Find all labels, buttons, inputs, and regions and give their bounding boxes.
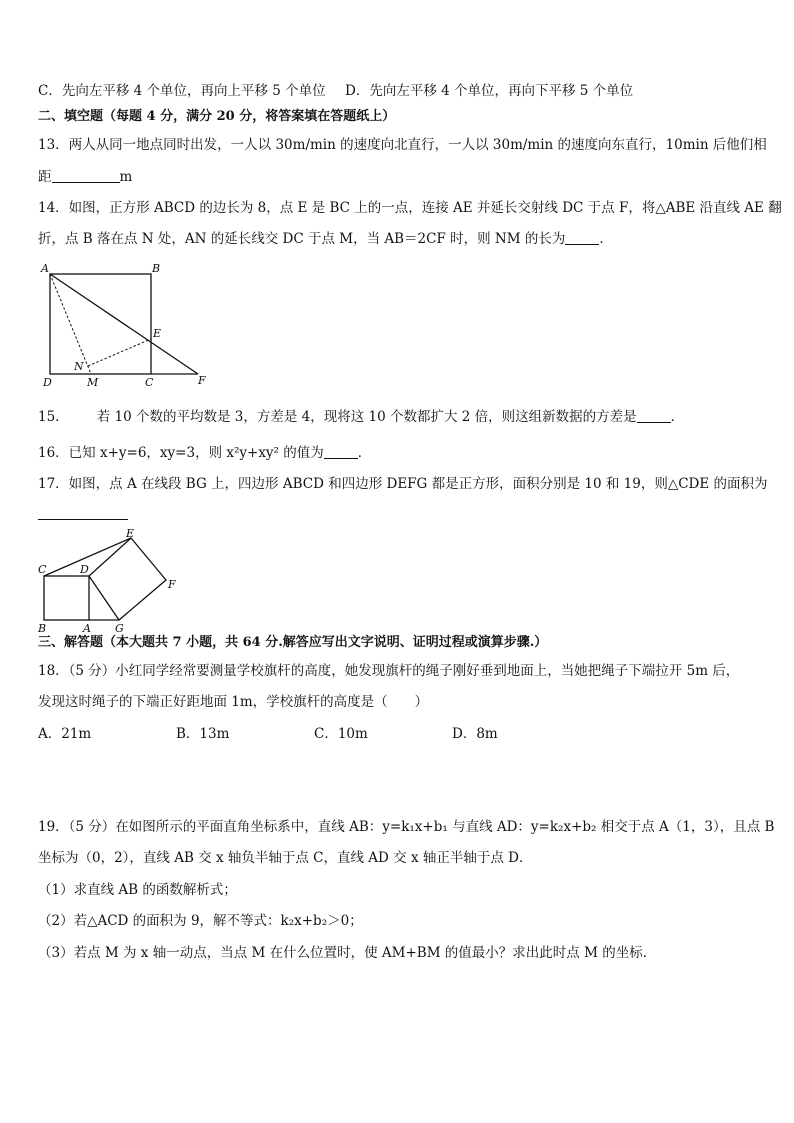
q14-line2-text: 折，点 B 落在点 N 处，AN 的延长线交 DC 于点 M，当 AB＝2CF 时，则 NM 的长为 — [38, 231, 566, 247]
q18-option-c: C．10m — [314, 726, 368, 742]
q18-option-a: A．21m — [38, 726, 92, 742]
section-fill-in-title: 二、填空题（每题 4 分，满分 20 分，将答案填在答题纸上） — [38, 109, 396, 124]
q17-label-f: F — [168, 578, 176, 591]
q14-label-n: N — [74, 360, 84, 373]
q12-option-d: D．先向左平移 4 个单位，再向下平移 5 个单位 — [345, 83, 634, 99]
q14-line2-end: ． — [599, 231, 613, 247]
q17-label-a: A — [83, 622, 91, 635]
q12-option-c: C．先向左平移 4 个单位，再向上平移 5 个单位 — [38, 83, 326, 99]
section-solve-title — [38, 634, 547, 652]
q14-dashed-ne — [88, 339, 151, 366]
q14-line-af — [50, 274, 198, 374]
q16-end: ． — [357, 445, 372, 461]
q19-sub3: （3）若点 M 为 x 轴一动点，当点 M 在什么位置时，使 AM+BM 的值最小？求出此时点 M 的坐标． — [38, 945, 657, 961]
q16-answer-blank — [324, 444, 358, 459]
section-solve-note: （本大题共 7 小题，共 64 分.解答应写出文字说明、证明过程或演算步骤.） — [103, 635, 548, 650]
q17-label-c: C — [38, 563, 47, 576]
q17-square-defg — [89, 538, 166, 620]
q14-square-abcd — [50, 274, 151, 374]
q17-squares-figure — [36, 528, 186, 638]
q17-answer-blank — [38, 505, 128, 520]
q14-label-m: M — [87, 376, 99, 389]
q15-text: 若 10 个数的平均数是 3，方差是 4，现将这 10 个数都扩大 2 倍，则这组新数据的方差是 — [96, 409, 637, 425]
q19-sub1: （1）求直线 AB 的函数解析式； — [38, 882, 237, 898]
q16-text: 16．已知 x+y=6，xy=3，则 x²y+xy² 的值为 — [38, 445, 324, 461]
q17-square-abcd — [44, 576, 89, 620]
q18-line1: 18．（5 分）小红同学经常要测量学校旗杆的高度，她发现旗杆的绳子刚好垂到地面上，当她把绳子下端拉开 5m 后， — [38, 663, 740, 679]
q15-answer-blank — [637, 408, 671, 423]
q14-label-b: B — [152, 262, 161, 275]
q14-square-figure — [36, 260, 216, 390]
q14-line2 — [38, 230, 613, 248]
q14-label-f: F — [198, 374, 206, 387]
q17-label-d: D — [80, 563, 89, 576]
q17-line2 — [38, 505, 128, 523]
q13-line2-prefix: 距 — [38, 169, 52, 185]
q17-label-g: G — [115, 622, 124, 635]
q16-line — [38, 444, 371, 462]
q14-dashed-am — [50, 274, 91, 374]
q13-answer-blank — [52, 168, 120, 183]
q18-option-d: D．8m — [452, 726, 498, 742]
q14-label-c: C — [145, 376, 154, 389]
q18-option-b: B．13m — [176, 726, 230, 742]
q15-number: 15． — [38, 409, 69, 425]
q15-end: ． — [670, 409, 685, 425]
q19-line2: 坐标为（0，2），直线 AB 交 x 轴负半轴于点 C，直线 AD 交 x 轴正半轴于点 D． — [38, 850, 533, 866]
q18-line2: 发现这时绳子的下端正好距地面 1m，学校旗杆的高度是（ ） — [38, 694, 429, 710]
q14-line1: 14．如图，正方形 ABCD 的边长为 8，点 E 是 BC 上的一点，连接 AE 并延长交射线 DC 于点 F，将△ABE 沿直线 AE 翻 — [38, 200, 782, 216]
q14-label-e: E — [153, 327, 162, 340]
q17-label-b: B — [38, 622, 47, 635]
section-solve-heading: 三、解答题 — [38, 635, 104, 650]
q15-line — [38, 408, 684, 426]
q17-label-e: E — [126, 528, 135, 540]
q17-line1: 17．如图，点 A 在线段 BG 上，四边形 ABCD 和四边形 DEFG 都是正方形，面积分别是 10 和 19，则△CDE 的面积为 — [38, 476, 768, 492]
q19-line1: 19．（5 分）在如图所示的平面直角坐标系中，直线 AB：y=k₁x+b₁ 与直线 AD：y=k₂x+b₂ 相交于点 A（1，3），且点 B — [38, 819, 775, 835]
q19-sub2: （2）若△ACD 的面积为 9，解不等式：k₂x+b₂＞0； — [38, 913, 363, 929]
q14-answer-blank — [565, 230, 599, 245]
q13-line2 — [38, 168, 132, 186]
q13-unit: m — [119, 169, 133, 185]
q13-line1: 13．两人从同一地点同时出发，一人以 30m/min 的速度向北直行，一人以 30m/min 的速度向东直行，10min 后他们相 — [38, 137, 767, 153]
q14-label-d: D — [43, 376, 52, 389]
q14-label-a: A — [41, 262, 49, 275]
